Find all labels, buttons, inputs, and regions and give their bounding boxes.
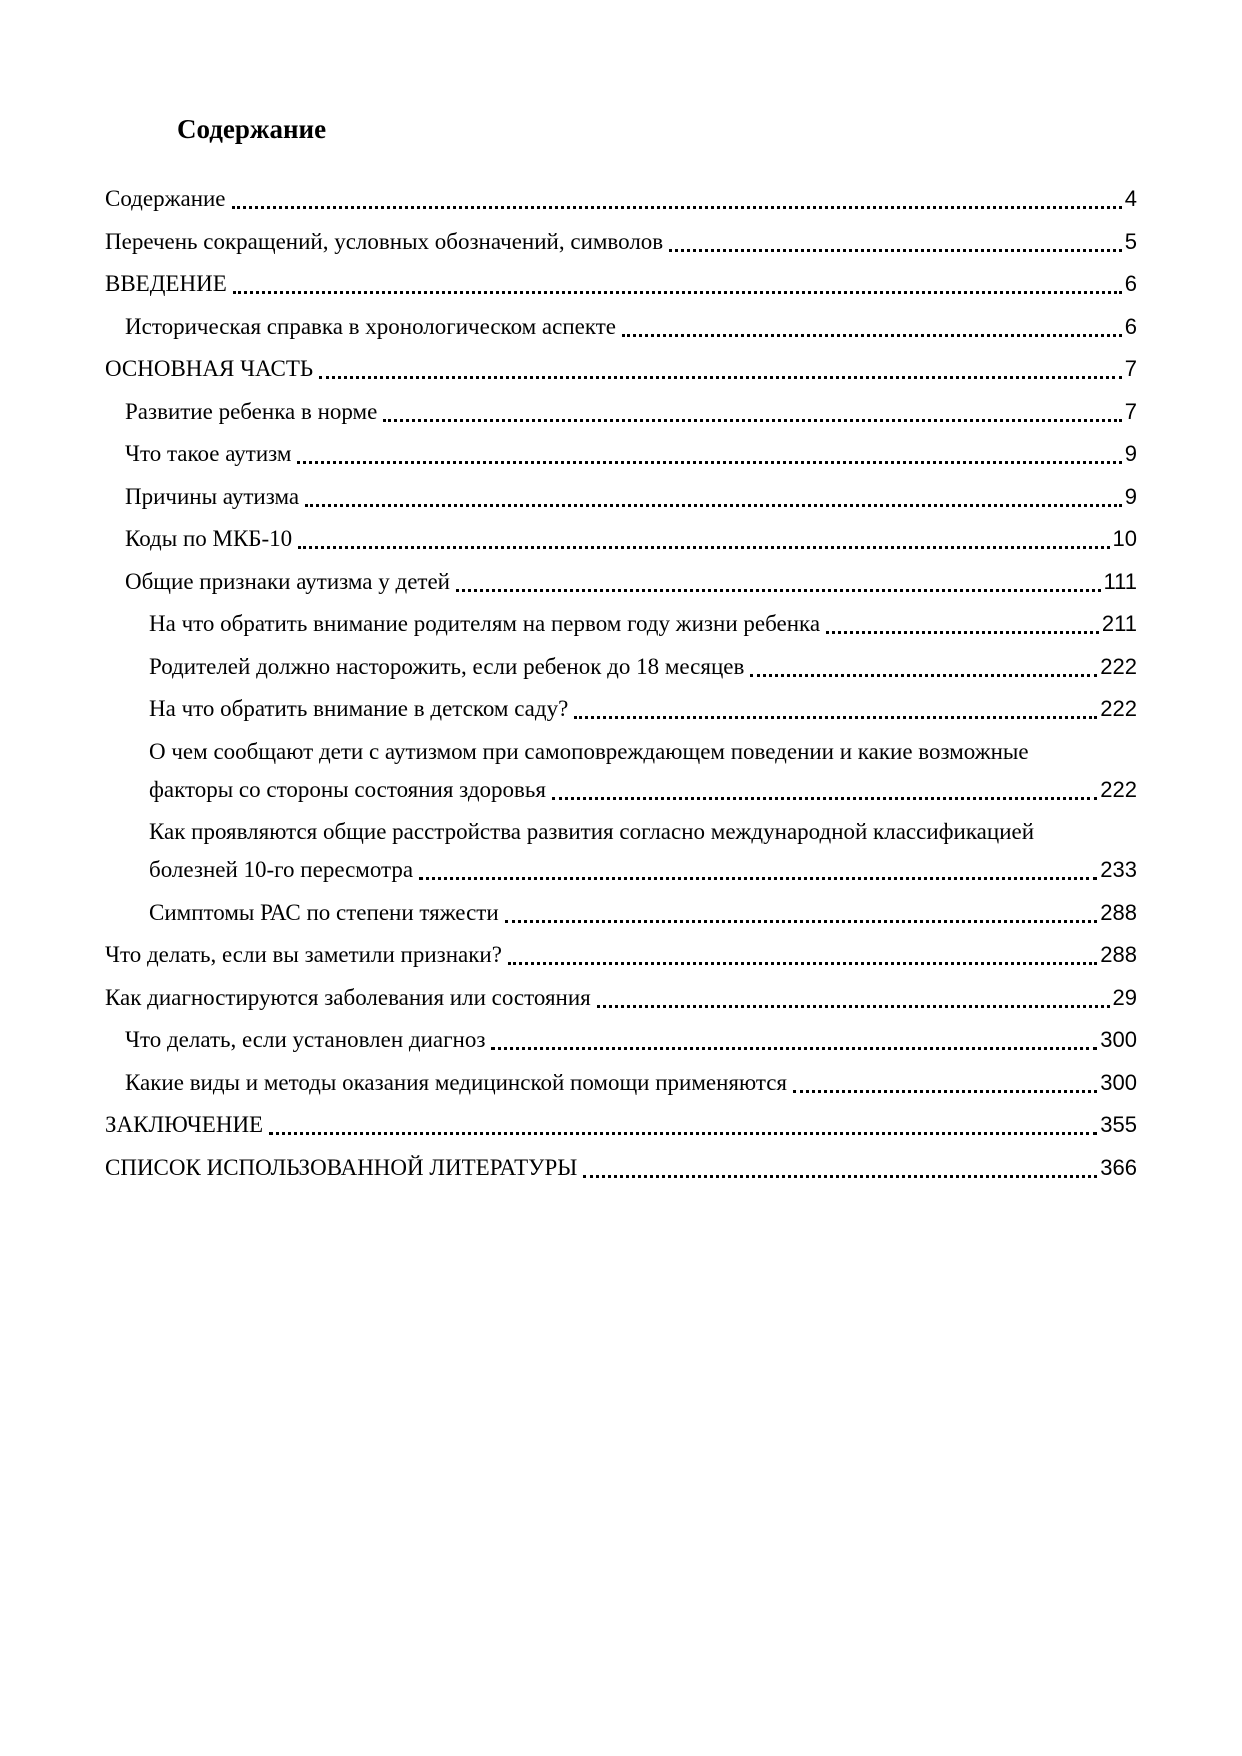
- toc-entry-page: 9: [1124, 483, 1137, 509]
- toc-entry-label: Историческая справка в хронологическом аспекте: [125, 313, 616, 339]
- toc-entry-label: Что делать, если установлен диагноз: [125, 1027, 486, 1052]
- toc-entry[interactable]: [125, 520, 1137, 558]
- toc-entry-page: 4: [1124, 186, 1137, 211]
- toc-entry[interactable]: [149, 813, 1137, 889]
- toc-entry-label: На что обратить внимание в детском саду?: [149, 696, 569, 721]
- dot-leader: [574, 716, 1097, 719]
- toc-entry-label: Развитие ребенка в норме: [125, 398, 378, 424]
- dot-leader: [793, 1090, 1097, 1093]
- toc-entry[interactable]: [125, 478, 1137, 516]
- dot-leader: [383, 419, 1121, 422]
- toc-entry-page: 288: [1100, 899, 1137, 925]
- dot-leader: [232, 206, 1122, 209]
- dot-leader: [552, 797, 1097, 800]
- toc-entry[interactable]: [125, 393, 1137, 431]
- toc-entry[interactable]: [125, 1064, 1137, 1102]
- toc-entry-label: На что обратить внимание родителям на первом году жизни ребенка: [149, 611, 821, 636]
- toc-entry-page: 211: [1101, 611, 1137, 636]
- toc-entry-label: Содержание: [105, 186, 226, 211]
- dot-leader: [826, 631, 1099, 634]
- toc-entry[interactable]: [105, 180, 1137, 218]
- dot-leader: [583, 1175, 1097, 1178]
- toc-entry[interactable]: [105, 979, 1137, 1017]
- toc-entry-page: 6: [1124, 271, 1137, 296]
- toc-entry-label: Причины аутизма: [125, 483, 300, 509]
- toc-entry-label: Как диагностируются заболевания или состояния: [105, 984, 591, 1010]
- toc-entry-label: Общие признаки аутизма у детей: [125, 568, 450, 594]
- toc-entry[interactable]: [125, 308, 1137, 346]
- toc-entry-page: 288: [1100, 942, 1137, 967]
- dot-leader: [622, 334, 1122, 337]
- toc-entry-label-line2: факторы со стороны состояния здоровья: [149, 776, 546, 802]
- toc-entry-page: 366: [1100, 1154, 1137, 1180]
- toc-entry[interactable]: [149, 733, 1137, 809]
- toc-entry[interactable]: [105, 223, 1137, 261]
- toc-entry-page: 6: [1124, 313, 1137, 339]
- dot-leader: [508, 962, 1097, 965]
- toc-entry-label: Родителей должно насторожить, если ребенок до 18 месяцев: [149, 653, 745, 679]
- toc-entry-label: Симптомы РАС по степени тяжести: [149, 899, 499, 925]
- dot-leader: [269, 1132, 1097, 1135]
- toc-entry-page: 222: [1100, 696, 1137, 721]
- toc-entry-page: 300: [1100, 1027, 1137, 1052]
- toc-entry-label: Что такое аутизм: [125, 441, 292, 466]
- toc-entry-label: Что делать, если вы заметили признаки?: [105, 942, 502, 967]
- toc-entry-label: Коды по МКБ-10: [125, 526, 293, 551]
- toc-entry-page: 222: [1100, 776, 1137, 802]
- toc-entry-page: 10: [1112, 526, 1137, 551]
- toc-entry-page: 222: [1100, 653, 1137, 679]
- dot-leader: [233, 291, 1122, 294]
- dot-leader: [669, 249, 1122, 252]
- toc-entry[interactable]: [125, 1021, 1137, 1059]
- toc-entry-label: ОСНОВНАЯ ЧАСТЬ: [105, 356, 314, 381]
- dot-leader: [319, 376, 1122, 379]
- toc-entry[interactable]: [125, 435, 1137, 473]
- toc-entry[interactable]: [149, 690, 1137, 728]
- toc-entry-page: 9: [1124, 441, 1137, 466]
- toc-entry[interactable]: [149, 605, 1137, 643]
- toc-entry-label: ВВЕДЕНИЕ: [105, 271, 227, 296]
- dot-leader: [456, 589, 1101, 592]
- page-title: Содержание: [177, 114, 327, 144]
- table-of-contents: [105, 180, 1137, 1187]
- toc-entry-label: ЗАКЛЮЧЕНИЕ: [105, 1112, 264, 1137]
- toc-entry[interactable]: [149, 894, 1137, 932]
- dot-leader: [597, 1005, 1110, 1008]
- dot-leader: [491, 1047, 1097, 1050]
- toc-entry-page: 233: [1100, 857, 1137, 882]
- toc-entry[interactable]: [105, 350, 1137, 388]
- dot-leader: [298, 546, 1109, 549]
- toc-entry-label-line2: болезней 10-го пересмотра: [149, 857, 414, 882]
- toc-entry[interactable]: [105, 1149, 1137, 1187]
- toc-entry[interactable]: [125, 563, 1137, 601]
- toc-entry-page: 7: [1124, 398, 1137, 424]
- toc-entry-page: 29: [1112, 984, 1137, 1010]
- dot-leader: [419, 877, 1097, 880]
- dot-leader: [305, 504, 1122, 507]
- toc-entry[interactable]: [105, 1106, 1137, 1144]
- toc-entry-page: 5: [1124, 228, 1137, 254]
- toc-entry[interactable]: [105, 265, 1137, 303]
- toc-entry-page: 7: [1124, 356, 1137, 381]
- toc-entry-page: 111: [1103, 568, 1137, 594]
- toc-entry-label: Перечень сокращений, условных обозначений, символов: [105, 228, 664, 254]
- dot-leader: [297, 461, 1121, 464]
- toc-entry-page: 300: [1100, 1069, 1137, 1095]
- toc-entry-label: О чем сообщают дети с аутизмом при самоповреждающем поведении и какие возможные: [149, 738, 1029, 764]
- toc-entry-label: Как проявляются общие расстройства развития согласно международной классификацией: [149, 819, 1035, 844]
- dot-leader: [750, 674, 1097, 677]
- dot-leader: [505, 920, 1098, 923]
- toc-entry-page: 355: [1100, 1112, 1137, 1137]
- toc-entry[interactable]: [149, 648, 1137, 686]
- toc-entry[interactable]: [105, 936, 1137, 974]
- toc-entry-label: Какие виды и методы оказания медицинской помощи применяются: [125, 1069, 787, 1095]
- toc-entry-label: СПИСОК ИСПОЛЬЗОВАННОЙ ЛИТЕРАТУРЫ: [105, 1154, 578, 1180]
